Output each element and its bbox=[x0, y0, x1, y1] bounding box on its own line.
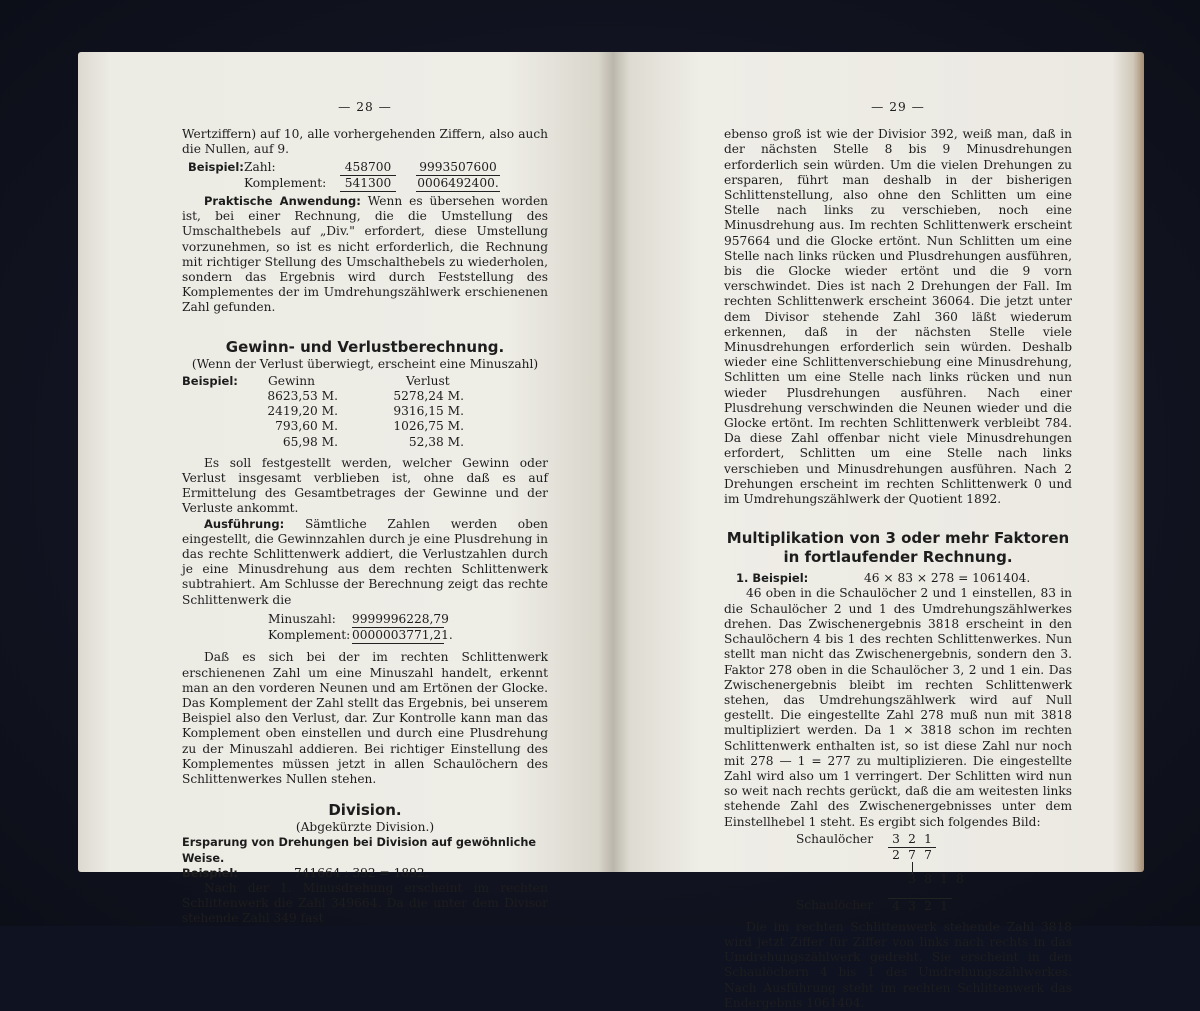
diagram-bottom-values bbox=[904, 872, 968, 887]
schaulocher-diagram bbox=[724, 832, 1072, 898]
inline-label: Ausführung: bbox=[204, 516, 285, 531]
section-subtitle: (Abgekürzte Division.) bbox=[295, 820, 435, 835]
table-cell: 1026,75 M. bbox=[393, 419, 464, 434]
column-header: Verlust bbox=[406, 373, 450, 388]
diagram-digit: 4 bbox=[892, 898, 900, 913]
komplement-value: 0006492400. bbox=[416, 176, 500, 192]
division-example bbox=[182, 866, 548, 881]
page-left bbox=[78, 52, 614, 926]
paragraph: ebenso groß ist wie der Divisior 392, weiß man, daß in der nächsten Stelle 8 bis 9 Minusdrehungen erforderlich sein würden. Um die vielen Drehungen zu ersparen, führt man deshalb in der bisherigen Schlittenstellung, also ohne den Schlitten um eine Stelle nach links zu verschieben, noch eine Minusdrehung aus. Im rechten Schlittenwerk erscheint 957664 und die Glocke ertönt. Nun Schlitten um eine Stelle nach links rücken und Plusdrehungen ausführen, bis die Glocke wieder ertönt und die 9 vorn verschwindet. Dies ist nach 2 Drehungen der Fall. Im rechten Schlittenwerk erscheint 36064. Die jetzt unter dem Divisor stehende Zahl 360 läßt wiederum erkennen, daß in der nächsten Stelle viele Minusdrehungen erforderlich sein würden. Deshalb wieder eine Schlittenverschiebung eine Minusdrehung, Schlitten um eine Stelle nach links rücken und nun wieder Plusdrehungen ausführen. Nach einer Plusdrehung verschwinden die Neunen wieder und die Glocke ertönt. Im rechten Schlittenwerk verbleibt 784. Da diese Zahl offenbar nicht viele Minusdrehungen erfordert, Schlitten um eine Stelle nach links verschieben und Minusdrehungen ausführen. Nach 2 Drehungen erscheint im rechten Schlittenwerk 0 und im Umdrehungszählwerk der Quotient 1892. bbox=[724, 127, 1072, 507]
diagram-digit: 2 bbox=[924, 898, 932, 913]
paragraph: 46 oben in die Schaulöcher 2 und 1 einstellen, 83 in die Schaulöcher 2 und 1 des Umdrehungszählwerkes drehen. Das Zwischenergebnis 3818 erscheint in den Schaulöchern 4 bis 1 des rechten Schlittenwerkes. Nun stellt man nicht das Zwischenergebnis, sondern den 3. Faktor 278 oben in die Schaulöcher 3, 2 und 1 ein. Das Zwischenergebnis bleibt im rechten Schlittenwerk stehen, das Umdrehungszählwerk wird auf Null gestellt. Die eingestellte Zahl 278 muß nun mit 3818 multipliziert werden. Da 1 × 3818 schon im rechten Schlittenwerk enthalten ist, so ist diese Zahl nur noch mit 278 — 1 = 277 zu multiplizieren. Die eingestellte Zahl wird also um 1 verringert. Der Schlitten wird nun so weit nach rechts gerückt, daß die am weitesten links stehende Zahl des Zwischenergebnisses unter dem Einstellhebel 1 steht. Es ergibt sich folgendes Bild: bbox=[724, 586, 1072, 829]
diagram-digit: 7 bbox=[924, 847, 932, 862]
diagram-label-top: Schaulöcher bbox=[796, 831, 874, 846]
komplement-value: 0000003771,21. bbox=[352, 628, 444, 644]
division-formula: 741664 : 392 = 1892. bbox=[294, 865, 429, 880]
diagram-label-bottom: Schaulöcher bbox=[796, 897, 874, 912]
paragraph: Daß es sich bei der im rechten Schlittenwerk erschienenen Zahl um eine Minuszahl handelt, erkennt man an den vorderen Neunen und am Ertönen der Glocke. Das Komplement der Zahl stellt das Ergebnis, bei unserem Beispiel also den Verlust, dar. Zur Kontrolle kann man das Komplement oben einstellen und durch eine Plusdrehung zu der Minuszahl addieren. Bei richtiger Einstellung des Komplementes müssen jetzt in allen Schaulöchern des Schlittenwerkes Nullen stehen. bbox=[182, 650, 548, 786]
example-label: Beispiel: bbox=[188, 159, 244, 174]
paragraph-text: Wenn es übersehen worden ist, bei einer Rechnung, die die Umstellung des Umschalthebels auf „Div." erfordert, diese Umstellung vorzunehmen, so ist es nicht erforderlich, die Rechnung mit richtiger Stellung des Umschalthebels zu wiederholen, sondern das Ergebnis wird durch Feststellung des Komplementes der im Umdrehungszählwerk erschienenen Zahl gefunden. bbox=[182, 194, 549, 315]
paragraph: Nach der 1. Minusdrehung erscheint im rechten Schlittenwerk die Zahl 349664. Da die unter dem Divisor stehende Zahl 349 fast bbox=[182, 880, 548, 926]
table-cell: 8623,53 M. bbox=[267, 389, 338, 404]
paragraph: Wertziffern) auf 10, alle vorhergehenden Ziffern, also auch die Nullen, auf 9. bbox=[182, 127, 548, 157]
multiplication-formula: 46 × 83 × 278 = 1061404. bbox=[864, 571, 1031, 586]
table-cell: 52,38 M. bbox=[408, 434, 464, 449]
diagram-digit: 3 bbox=[908, 871, 916, 886]
diagram-top-values bbox=[888, 847, 936, 863]
gewinn-column bbox=[248, 374, 338, 450]
zahl-label: Zahl: bbox=[244, 159, 276, 174]
column-header: Gewinn bbox=[268, 373, 315, 388]
diagram-digit: 1 bbox=[940, 871, 948, 886]
open-booklet bbox=[78, 52, 1144, 1010]
diagram-digit: 2 bbox=[892, 847, 900, 862]
example-label: Beispiel: bbox=[182, 865, 238, 880]
table-cell: 793,60 M. bbox=[275, 419, 338, 434]
table-cell: 5278,24 M. bbox=[393, 389, 464, 404]
zahl-value: 9993507600 bbox=[416, 160, 500, 176]
paragraph bbox=[182, 194, 548, 316]
section-heading: Multiplikation von 3 oder mehr Faktoren bbox=[726, 529, 1070, 548]
paragraph bbox=[182, 517, 548, 608]
schaulocher-diagram-bottom bbox=[724, 898, 1072, 914]
table-cell: 65,98 M. bbox=[282, 434, 338, 449]
diagram-digit: 3 bbox=[908, 898, 916, 913]
multiplication-example bbox=[724, 571, 1072, 586]
minuszahl-value: 9999996228,79 bbox=[352, 612, 444, 628]
profit-loss-table bbox=[182, 374, 548, 450]
zahl-value: 458700 bbox=[340, 160, 396, 176]
diagram-digit: 3 bbox=[892, 831, 900, 846]
diagram-digit: 7 bbox=[908, 847, 916, 862]
page-number: — 28 — bbox=[338, 100, 392, 114]
diagram-digit: 2 bbox=[908, 831, 916, 846]
section-subtitle: (Wenn der Verlust überwiegt, erscheint eine Minuszahl) bbox=[191, 356, 539, 371]
diagram-digit: 1 bbox=[924, 831, 932, 846]
komplement-label: Komplement: bbox=[268, 628, 351, 643]
minuszahl-label: Minuszahl: bbox=[268, 611, 336, 626]
table-cell: 2419,20 M. bbox=[267, 404, 338, 419]
komplement-value: 541300 bbox=[340, 176, 396, 192]
diagram-digit: 1 bbox=[940, 898, 948, 913]
minus-example bbox=[268, 612, 548, 644]
table-cell: 9316,15 M. bbox=[393, 404, 464, 419]
diagram-digit: 8 bbox=[924, 871, 932, 886]
section-heading: Division. bbox=[328, 801, 402, 820]
example-label: Beispiel: bbox=[182, 373, 238, 388]
inline-label: Praktische Anwendung: bbox=[204, 194, 361, 209]
paragraph: Es soll festgestellt werden, welcher Gewinn oder Verlust insgesamt verblieben ist, ohne daß es auf Ermittelung des Gesamtbetrages der Gewinne und der Verluste ankommt. bbox=[182, 455, 548, 516]
komplement-label: Komplement: bbox=[244, 175, 327, 190]
verlust-column bbox=[338, 374, 464, 450]
paragraph: Die im rechten Schlittenwerk stehende Zahl 3818 wird jetzt Ziffer für Ziffer von links nach rechts in das Umdrehungszählwerk gedreht. Sie erscheint in den Schaulöchern 4 bis 1 des Umdrehungszählwerkes. Nach Ausführung steht im rechten Schlittenwerk das Endergebnis 1061404. bbox=[724, 919, 1072, 1010]
section-heading: in fortlaufender Rechnung. bbox=[783, 548, 1013, 567]
example-label: 1. Beispiel: bbox=[736, 571, 809, 586]
page-right bbox=[614, 52, 1144, 1010]
section-heading: Gewinn- und Verlustberechnung. bbox=[225, 337, 505, 356]
page-number: — 29 — bbox=[871, 100, 925, 114]
subsection-heading: Ersparung von Drehungen bei Division auf gewöhnliche Weise. bbox=[182, 836, 537, 865]
diagram-digit: 8 bbox=[956, 871, 964, 886]
diagram-bottom-digits bbox=[888, 898, 952, 914]
complement-example bbox=[182, 160, 548, 192]
paragraph-text: Sämtliche Zahlen werden oben eingestellt, die Gewinnzahlen durch je eine Plusdrehung in das rechte Schlittenwerk addiert, die Verlustzahlen durch je eine Minusdrehung aus dem rechten Schlittenwerk subtrahiert. Am Schlusse der Berechnung zeigt das rechte Schlittenwerk die bbox=[182, 516, 549, 607]
diagram-top-digits bbox=[888, 832, 936, 847]
